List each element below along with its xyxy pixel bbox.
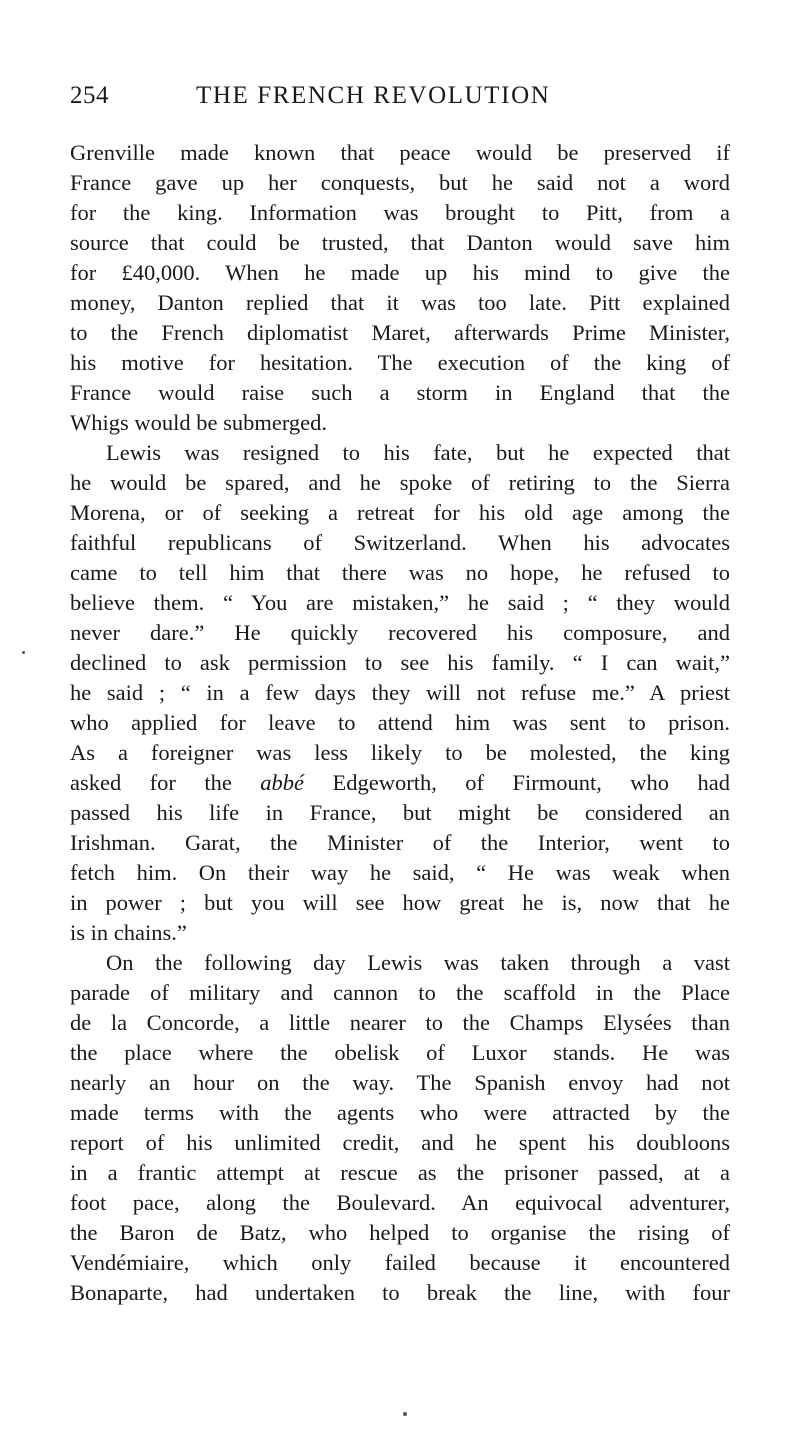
text-line: passed his life in France, but might be considered an (70, 800, 730, 825)
paragraph (70, 438, 730, 948)
text-line: he would be spared, and he spoke of retiring to the Sierra (70, 470, 730, 495)
text-line: money, Danton replied that it was too late. Pitt explained (70, 290, 730, 315)
text-line: France would raise such a storm in England that the (70, 380, 730, 405)
text-line: faithful republicans of Switzerland. When his advocates (70, 530, 730, 555)
text-line: Irishman. Garat, the Minister of the Interior, went to (70, 830, 730, 855)
text-line: source that could be trusted, that Danton would save him (70, 230, 730, 255)
running-head (70, 82, 730, 116)
text-line: report of his unlimited credit, and he spent his doubloons (70, 1130, 730, 1155)
text-line: Lewis was resigned to his fate, but he expected that (106, 440, 730, 465)
text-line: came to tell him that there was no hope, he refused to (70, 560, 730, 585)
margin-dot (22, 651, 25, 654)
text-line: made terms with the agents who were attracted by the (70, 1100, 730, 1125)
running-title: THE FRENCH REVOLUTION (196, 82, 551, 109)
text-line: for the king. Information was brought to Pitt, from a (70, 200, 730, 225)
text-line: Morena, or of seeking a retreat for his old age among the (70, 500, 730, 525)
text-line: in a frantic attempt at rescue as the prisoner passed, at a (70, 1160, 730, 1185)
text-line: nearly an hour on the way. The Spanish envoy had not (70, 1070, 730, 1095)
text-line: is in chains.” (70, 920, 187, 945)
text-line: Grenville made known that peace would be preserved if (70, 140, 730, 165)
text-line: in power ; but you will see how great he is, now that he (70, 890, 730, 915)
text-line: parade of military and cannon to the scaffold in the Place (70, 980, 730, 1005)
text-line: for £40,000. When he made up his mind to give the (70, 260, 730, 285)
text-line: to the French diplomatist Maret, afterwards Prime Minister, (70, 320, 730, 345)
text-line: foot pace, along the Boulevard. An equivocal adventurer, (70, 1190, 730, 1215)
text-line: never dare.” He quickly recovered his composure, and (70, 620, 730, 645)
text-line: France gave up her conquests, but he said not a word (70, 170, 730, 195)
text-line: Vendémiaire, which only failed because it encountered (70, 1250, 730, 1275)
paragraph (70, 138, 730, 438)
text-line: declined to ask permission to see his family. “ I can wait,” (70, 650, 730, 675)
page-number: 254 (70, 82, 109, 109)
text-line: believe them. “ You are mistaken,” he said ; “ they would (70, 590, 730, 615)
margin-dot (403, 1412, 407, 1416)
text-line: the place where the obelisk of Luxor stands. He was (70, 1040, 730, 1065)
text-line: As a foreigner was less likely to be molested, the king (70, 740, 730, 765)
text-line: Bonaparte, had undertaken to break the line, with four (70, 1280, 730, 1305)
text-line: On the following day Lewis was taken through a vast (106, 950, 730, 975)
text-line: the Baron de Batz, who helped to organise the rising of (70, 1220, 730, 1245)
text-line: he said ; “ in a few days they will not refuse me.” A priest (70, 680, 730, 705)
text-line: asked for the abbé Edgeworth, of Firmount, who had (70, 770, 730, 795)
text-line: who applied for leave to attend him was sent to prison. (70, 710, 730, 735)
body-text (70, 138, 730, 1308)
text-line: de la Concorde, a little nearer to the Champs Elysées than (70, 1010, 730, 1035)
text-line: his motive for hesitation. The execution of the king of (70, 350, 730, 375)
paragraph (70, 948, 730, 1308)
text-line: fetch him. On their way he said, “ He was weak when (70, 860, 730, 885)
text-line: Whigs would be submerged. (70, 410, 328, 435)
